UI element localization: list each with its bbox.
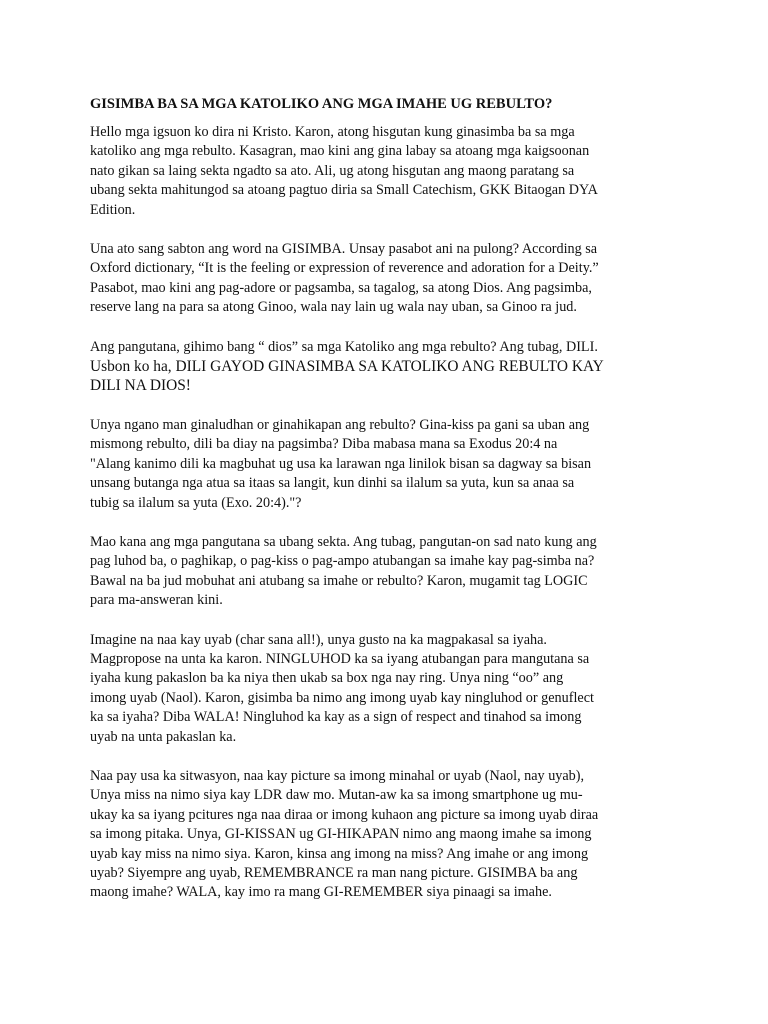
text-line: para ma-answeran kini. xyxy=(90,592,223,609)
text-line: DILI NA DIOS! xyxy=(90,377,191,395)
text-line: mismong rebulto, dili ba diay na pagsimba? Diba mabasa mana sa Exodus 20:4 na xyxy=(90,436,558,453)
text-line: maong imahe? WALA, kay imo ra mang GI-REMEMBER siya pinaagi sa imahe. xyxy=(90,884,552,901)
text-line: Bawal na ba jud mobuhat ani atubang sa imahe or rebulto? Karon, mugamit tag LOGIC xyxy=(90,572,588,589)
text-line: katoliko ang mga rebulto. Kasagran, mao kini ang gina labay sa atoang mga kaigsoonan xyxy=(90,143,590,160)
text-line: Unya miss na nimo siya kay LDR daw mo. Mutan-aw ka sa imong smartphone ug mu- xyxy=(90,787,583,804)
paragraph-intro xyxy=(90,123,690,220)
text-line: Hello mga igsuon ko dira ni Kristo. Karon, atong hisgutan kung ginasimba ba sa mga xyxy=(90,124,575,140)
text-line: Edition. xyxy=(90,201,136,218)
text-line: Mao kana ang mga pangutana sa ubang sekta. Ang tubag, pangutan-on sad nato kung ang xyxy=(90,533,597,550)
paragraph-picture xyxy=(90,767,690,903)
text-line: "Alang kanimo dili ka magbuhat ug usa ka larawan nga linilok bisan sa dagway sa bisan xyxy=(90,455,592,472)
document-title: GISIMBA BA SA MGA KATOLIKO ANG MGA IMAHE UG REBULTO? xyxy=(90,96,553,112)
text-line: Una ato sang sabton ang word na GISIMBA. Unsay pasabot ani na pulong? According sa xyxy=(90,241,598,258)
text-line: Unya ngano man ginaludhan or ginahikapan ang rebulto? Gina-kiss pa gani sa uban ang xyxy=(90,416,590,433)
text-line: Usbon ko ha, DILI GAYOD GINASIMBA SA KATOLIKO ANG REBULTO KAY xyxy=(90,358,604,376)
text-line: uyab? Siyempre ang uyab, REMEMBRANCE ra man nang picture. GISIMBA ba ang xyxy=(90,865,578,881)
text-line: sa imong pitaka. Unya, GI-KISSAN ug GI-HIKAPAN nimo ang maong imahe sa imong xyxy=(90,826,592,843)
text-line: ukay ka sa iyang pcitures nga naa diraa or imong kuhaon ang picture sa imong uyab diraa xyxy=(90,806,599,823)
paragraph-proposal xyxy=(90,631,690,747)
text-line: Naa pay usa ka sitwasyon, naa kay picture sa imong minahal or uyab (Naol, nay uyab), xyxy=(90,767,585,784)
text-line: Magpropose na unta ka karon. NINGLUHOD ka sa iyang atubangan para mangutana sa xyxy=(90,650,590,667)
text-line: tubig sa ilalum sa yuta (Exo. 20:4)."? xyxy=(90,494,302,511)
text-line: uyab na unta pakaslan ka. xyxy=(90,728,237,745)
text-line: imong uyab (Naol). Karon, gisimba ba nimo ang imong uyab kay ningluhod or genuflect xyxy=(90,689,594,706)
text-line: nato gikan sa laing sekta ngadto sa ato. Ali, ug atong hisgutan ang maong paratang sa xyxy=(90,162,575,179)
document-page xyxy=(90,96,690,923)
paragraph-question xyxy=(90,338,690,396)
text-line: uyab kay miss na nimo siya. Karon, kinsa ang imong na miss? Ang imahe or ang imong xyxy=(90,845,589,862)
text-line: Pasabot, mao kini ang pag-adore or pagsamba, sa tagalog, sa atong Dios. Ang pagsimba, xyxy=(90,279,592,296)
paragraph-exodus xyxy=(90,416,690,513)
text-line: ubang sekta mahitungod sa atoang pagtuo diria sa Small Catechism, GKK Bitaogan DYA xyxy=(90,182,598,199)
text-line: Imagine na naa kay uyab (char sana all!), unya gusto na ka magpakasal sa iyaha. xyxy=(90,631,547,648)
text-line: reserve lang na para sa atong Ginoo, wala nay lain ug wala nay uban, sa Ginoo ra jud. xyxy=(90,299,577,316)
text-line: pag luhod ba, o paghikap, o pag-kiss o pag-ampo atubangan sa imahe kay pag-simba na? xyxy=(90,553,595,570)
text-line: Ang pangutana, gihimo bang “ dios” sa mga Katoliko ang mga rebulto? Ang tubag, DILI. xyxy=(90,338,598,355)
paragraph-logic xyxy=(90,533,690,611)
paragraph-definition xyxy=(90,240,690,318)
text-line: iyaha kung pakaslon ba ka niya then ukab sa box nga nay ring. Unya ning “oo” ang xyxy=(90,670,564,687)
text-line: Oxford dictionary, “It is the feeling or expression of reverence and adoration for a Deity.” xyxy=(90,260,599,277)
text-line: unsang butanga nga atua sa itaas sa langit, kun dinhi sa ilalum sa yuta, kun sa anaa sa xyxy=(90,475,575,492)
text-line: ka sa iyaha? Diba WALA! Ningluhod ka kay as a sign of respect and tinahod sa imong xyxy=(90,709,582,726)
